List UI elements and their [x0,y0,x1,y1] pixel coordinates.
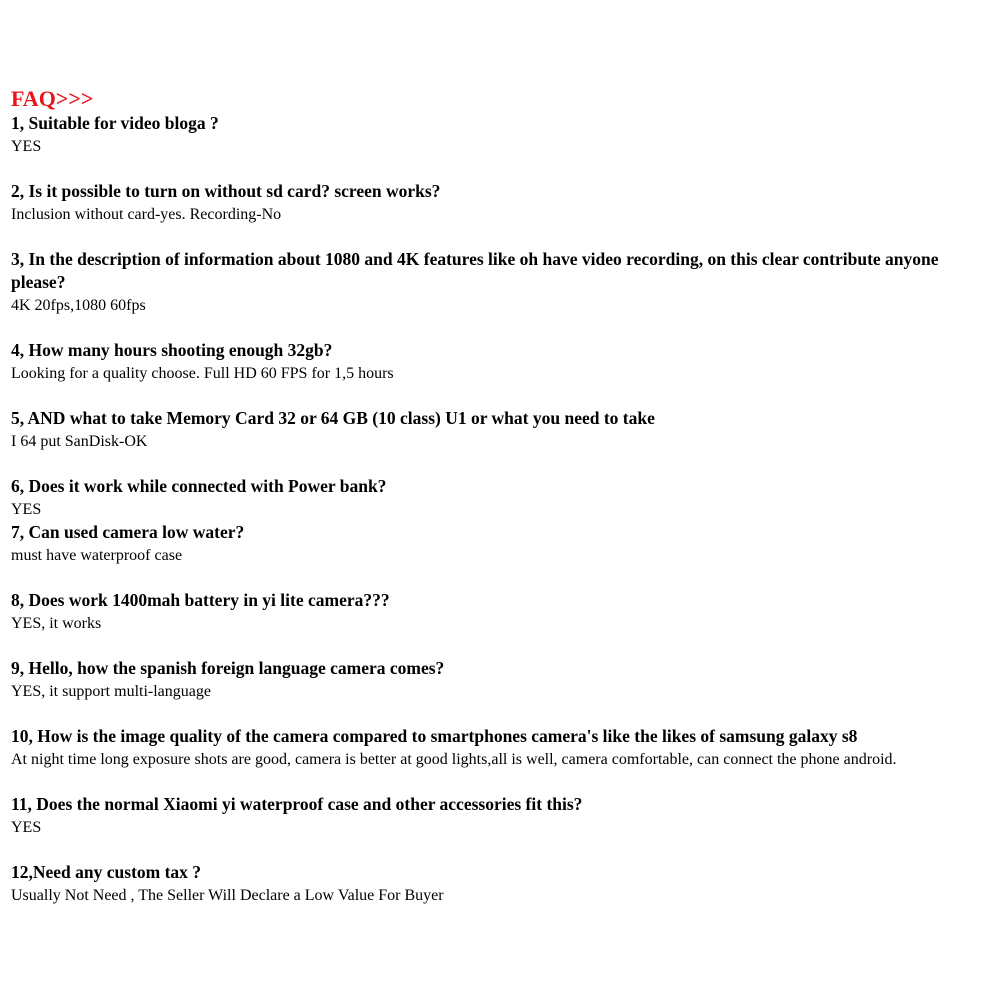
faq-answer-2: Inclusion without card-yes. Recording-No [11,206,282,223]
spacer [11,567,991,589]
faq-answer-6: YES [11,501,42,518]
faq-item-4 [11,339,991,385]
faq-answer-5: I 64 put SanDisk-OK [11,433,148,450]
spacer [11,839,991,861]
faq-item-9 [11,657,991,703]
faq-question-2: 2, Is it possible to turn on without sd card? screen works? [11,181,441,201]
faq-section [11,86,991,907]
spacer [11,703,991,725]
faq-question-7: 7, Can used camera low water? [11,522,245,542]
faq-title: FAQ>>> [11,86,94,111]
faq-answer-12: Usually Not Need , The Seller Will Declare a Low Value For Buyer [11,887,444,904]
faq-answer-10: At night time long exposure shots are good, camera is better at good lights,all is well, camera comfortable, can connect the phone android. [11,751,897,768]
faq-answer-7: must have waterproof case [11,547,183,564]
faq-answer-9: YES, it support multi-language [11,683,211,700]
faq-question-6: 6, Does it work while connected with Power bank? [11,476,387,496]
faq-question-3: 3, In the description of information about 1080 and 4K features like oh have video recording, on this clear contribute anyone please? [11,249,943,292]
spacer [11,385,991,407]
faq-answer-3: 4K 20fps,1080 60fps [11,297,146,314]
faq-item-5 [11,407,991,453]
spacer [11,771,991,793]
faq-item-10 [11,725,991,771]
faq-item-12 [11,861,991,907]
faq-question-5: 5, AND what to take Memory Card 32 or 64 GB (10 class) U1 or what you need to take [11,408,655,428]
faq-answer-11: YES [11,819,42,836]
faq-item-1 [11,112,991,158]
faq-question-9: 9, Hello, how the spanish foreign language camera comes? [11,658,445,678]
faq-item-3 [11,248,991,317]
faq-item-11 [11,793,991,839]
faq-item-8 [11,589,991,635]
faq-question-10: 10, How is the image quality of the camera compared to smartphones camera's like the likes of samsung galaxy s8 [11,726,858,746]
spacer [11,158,991,180]
faq-question-1: 1, Suitable for video bloga ? [11,113,219,133]
faq-item-7 [11,521,991,567]
spacer [11,453,991,475]
faq-item-6 [11,475,991,521]
spacer [11,635,991,657]
faq-question-11: 11, Does the normal Xiaomi yi waterproof case and other accessories fit this? [11,794,583,814]
faq-answer-8: YES, it works [11,615,102,632]
faq-answer-4: Looking for a quality choose. Full HD 60 FPS for 1,5 hours [11,365,394,382]
faq-answer-1: YES [11,138,42,155]
faq-question-4: 4, How many hours shooting enough 32gb? [11,340,333,360]
spacer [11,226,991,248]
spacer [11,317,991,339]
faq-question-12: 12,Need any custom tax ? [11,862,202,882]
faq-item-2 [11,180,991,226]
faq-question-8: 8, Does work 1400mah battery in yi lite camera??? [11,590,390,610]
